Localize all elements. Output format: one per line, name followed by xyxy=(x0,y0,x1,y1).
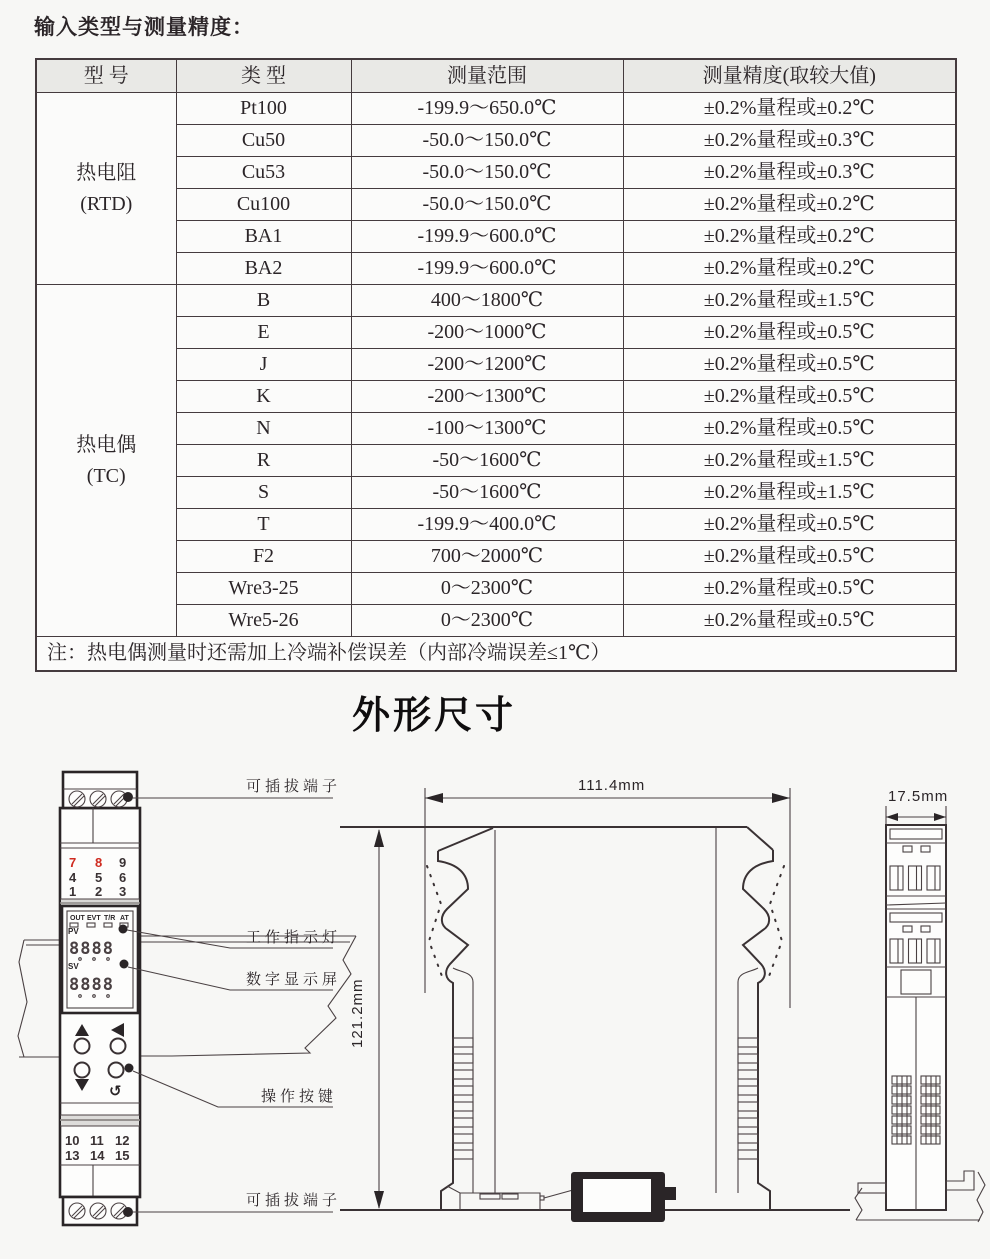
svg-text:13: 13 xyxy=(65,1148,80,1163)
svg-text:12: 12 xyxy=(115,1133,130,1148)
callout-indicator: 工作指示灯 xyxy=(246,929,342,946)
accuracy-cell: ±0.2%量程或±0.5℃ xyxy=(623,605,956,637)
svg-text:9: 9 xyxy=(119,855,127,870)
led-label-at: AT xyxy=(120,915,129,922)
range-cell: -50.0～150.0℃ xyxy=(351,157,623,189)
callout-dot xyxy=(123,1207,133,1217)
callouts xyxy=(127,777,341,1212)
accuracy-cell: ±0.2%量程或±0.3℃ xyxy=(623,157,956,189)
svg-text:7: 7 xyxy=(69,855,77,870)
accuracy-cell: ±0.2%量程或±0.5℃ xyxy=(623,509,956,541)
section-title: 外形尺寸 xyxy=(351,695,516,737)
end-body xyxy=(855,825,985,1222)
type-cell: E xyxy=(176,317,351,349)
type-cell: K xyxy=(176,381,351,413)
latch-plate xyxy=(447,1186,573,1210)
svg-text:11: 11 xyxy=(90,1133,104,1148)
type-cell: B xyxy=(176,285,351,317)
svg-text:5: 5 xyxy=(95,870,103,885)
type-cell: F2 xyxy=(176,541,351,573)
pv-display: 8888 xyxy=(69,939,114,959)
callout-buttons: 操作按键 xyxy=(261,1088,338,1105)
range-cell: -199.9～600.0℃ xyxy=(351,221,623,253)
ledge-right xyxy=(946,1171,974,1190)
header-accuracy: 测量精度(取较大值) xyxy=(623,59,956,93)
type-cell: Pt100 xyxy=(176,93,351,125)
width-dimension xyxy=(425,777,790,1008)
front-view xyxy=(18,772,356,1225)
accuracy-cell: ±0.2%量程或±0.2℃ xyxy=(623,221,956,253)
sv-label: SV xyxy=(68,962,79,971)
model-cell-tc xyxy=(36,285,176,637)
type-cell: Wre3-25 xyxy=(176,573,351,605)
type-cell: BA1 xyxy=(176,221,351,253)
din-clip xyxy=(571,1172,676,1222)
table-header-row xyxy=(36,59,956,93)
accuracy-cell: ±0.2%量程或±0.2℃ xyxy=(623,189,956,221)
svg-text:2: 2 xyxy=(95,884,103,899)
range-cell: 0～2300℃ xyxy=(351,605,623,637)
ledge-left xyxy=(858,1183,886,1193)
svg-text:3: 3 xyxy=(119,884,127,899)
model-sub: (RTD) xyxy=(80,192,133,215)
spec-table xyxy=(35,58,957,672)
vent-slots-left xyxy=(453,1038,473,1159)
height-dimension xyxy=(349,829,384,1209)
model-cell-rtd xyxy=(36,93,176,285)
callout-dot xyxy=(125,1064,134,1073)
pv-label: PV xyxy=(68,927,79,936)
table-row xyxy=(36,93,956,125)
svg-text:8: 8 xyxy=(95,855,103,870)
type-cell: BA2 xyxy=(176,253,351,285)
range-cell: -200～1000℃ xyxy=(351,317,623,349)
accuracy-cell: ±0.2%量程或±0.5℃ xyxy=(623,349,956,381)
callout-display: 数字显示屏 xyxy=(246,971,342,988)
height-dim-label: 121.2mm xyxy=(349,978,366,1048)
svg-text:6: 6 xyxy=(119,870,127,885)
top-terminal-block xyxy=(63,772,137,808)
table-note-row xyxy=(36,637,956,672)
accuracy-cell: ±0.2%量程或±1.5℃ xyxy=(623,477,956,509)
depth-dim-label: 17.5mm xyxy=(888,788,949,805)
table-note: 注：热电偶测量时还需加上冷端补偿误差（内部冷端误差≤1℃） xyxy=(36,637,956,672)
accuracy-cell: ±0.2%量程或±1.5℃ xyxy=(623,445,956,477)
range-cell: -200～1200℃ xyxy=(351,349,623,381)
range-cell: -199.9～600.0℃ xyxy=(351,253,623,285)
range-cell: -200～1300℃ xyxy=(351,381,623,413)
range-cell: -50～1600℃ xyxy=(351,477,623,509)
header-model: 型 号 xyxy=(36,59,176,93)
display-bezel xyxy=(62,906,138,1013)
led-label-tr: T/R xyxy=(104,915,116,922)
width-dim-label: 111.4mm xyxy=(578,777,646,794)
range-cell: 0～2300℃ xyxy=(351,573,623,605)
accuracy-cell: ±0.2%量程或±0.5℃ xyxy=(623,413,956,445)
type-cell: Cu53 xyxy=(176,157,351,189)
range-cell: 700～2000℃ xyxy=(351,541,623,573)
lower-terminal-numbers xyxy=(65,1133,129,1163)
din-rail-break-left xyxy=(18,940,60,1057)
svg-text:4: 4 xyxy=(69,870,77,885)
type-cell: J xyxy=(176,349,351,381)
vent-slots-right xyxy=(738,1038,758,1159)
led-label-evt: EVT xyxy=(87,915,101,922)
return-arrow-icon: ↺ xyxy=(109,1082,122,1100)
range-cell: -100～1300℃ xyxy=(351,413,623,445)
accuracy-cell: ±0.2%量程或±0.5℃ xyxy=(623,381,956,413)
type-cell: Cu100 xyxy=(176,189,351,221)
table-row xyxy=(36,285,956,317)
page-title: 输入类型与测量精度： xyxy=(34,15,254,39)
type-cell: Cu50 xyxy=(176,125,351,157)
depth-dimension xyxy=(886,788,948,824)
model-name: 热电偶 xyxy=(76,433,137,456)
din-rail-break-right xyxy=(140,936,356,1056)
svg-text:14: 14 xyxy=(90,1148,105,1163)
range-cell: -50.0～150.0℃ xyxy=(351,189,623,221)
callout-top-terminal: 可插拔端子 xyxy=(246,778,342,795)
dimension-drawings xyxy=(0,750,990,1259)
svg-text:10: 10 xyxy=(65,1133,80,1148)
enclosure-profile xyxy=(340,827,850,1222)
accuracy-cell: ±0.2%量程或±0.2℃ xyxy=(623,93,956,125)
profile-dotted-left xyxy=(427,866,443,979)
type-cell: N xyxy=(176,413,351,445)
type-cell: R xyxy=(176,445,351,477)
bottom-terminal-block xyxy=(63,1197,137,1225)
callout-dot xyxy=(120,960,129,969)
profile-dotted-right xyxy=(768,866,784,979)
led-label-out: OUT xyxy=(70,915,85,922)
accuracy-cell: ±0.2%量程或±0.2℃ xyxy=(623,253,956,285)
side-view xyxy=(340,777,850,1222)
callout-dot xyxy=(123,792,133,802)
accuracy-cell: ±0.2%量程或±0.5℃ xyxy=(623,541,956,573)
range-cell: -199.9～650.0℃ xyxy=(351,93,623,125)
callout-dot xyxy=(119,925,128,934)
end-view xyxy=(855,788,985,1222)
model-name: 热电阻 xyxy=(76,161,137,184)
sv-display: 8888 xyxy=(69,975,114,995)
type-cell: T xyxy=(176,509,351,541)
accuracy-cell: ±0.2%量程或±0.3℃ xyxy=(623,125,956,157)
accuracy-cell: ±0.2%量程或±1.5℃ xyxy=(623,285,956,317)
accuracy-cell: ±0.2%量程或±0.5℃ xyxy=(623,573,956,605)
type-cell: Wre5-26 xyxy=(176,605,351,637)
range-cell: -50～1600℃ xyxy=(351,445,623,477)
svg-text:1: 1 xyxy=(69,884,77,899)
header-range: 测量范围 xyxy=(351,59,623,93)
range-cell: 400～1800℃ xyxy=(351,285,623,317)
range-cell: -199.9～400.0℃ xyxy=(351,509,623,541)
type-cell: S xyxy=(176,477,351,509)
callout-bottom-terminal: 可插拔端子 xyxy=(246,1192,342,1209)
model-sub: (TC) xyxy=(86,464,126,487)
range-cell: -50.0～150.0℃ xyxy=(351,125,623,157)
accuracy-cell: ±0.2%量程或±0.5℃ xyxy=(623,317,956,349)
header-type: 类 型 xyxy=(176,59,351,93)
svg-text:15: 15 xyxy=(115,1148,130,1163)
